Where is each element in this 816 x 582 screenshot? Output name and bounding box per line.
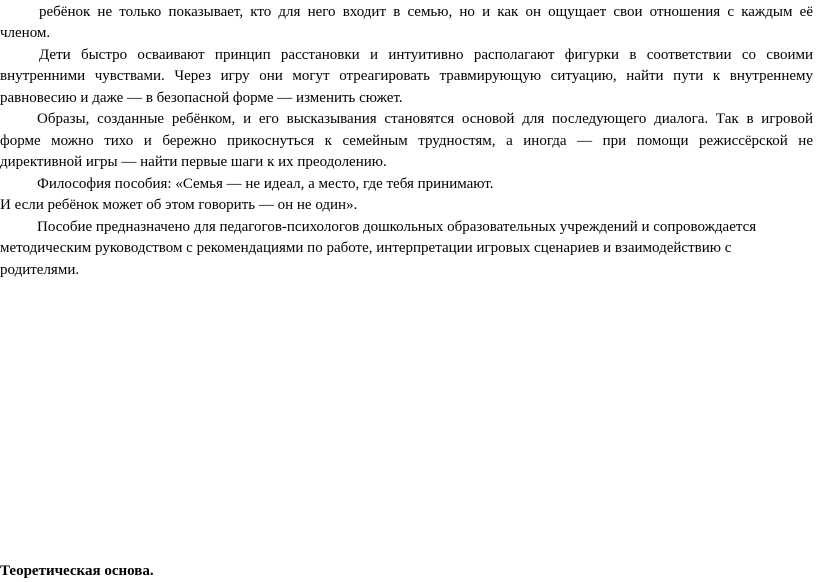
- paragraph-line: родителями.: [0, 262, 80, 278]
- paragraph-line: Пособие предназначено для педагогов-психологов дошкольных образовательных учреждений и сопровождается: [37, 219, 757, 235]
- section-heading: Теоретическая основа.: [0, 563, 154, 579]
- paragraph-line: методическим руководством с рекомендациями по работе, интерпретации игровых сценариев и взаимодействию с: [0, 240, 732, 256]
- paragraph-line: членом.: [0, 25, 51, 41]
- paragraph-line: И если ребёнок может об этом говорить — он не один».: [0, 197, 358, 213]
- paragraph-line: Философия пособия: «Семья — не идеал, а место, где тебя принимают.: [37, 176, 494, 192]
- paragraph-line: директивной игры — найти первые шаги к их преодолению.: [0, 154, 387, 170]
- paragraph-line: форме можно тихо и бережно прикоснуться к семейным трудностям, а иногда — при помощи режиссёрской не: [0, 133, 813, 149]
- paragraph-line: ребёнок не только показывает, кто для него входит в семью, но и как он ощущает свои отношения с каждым её: [39, 4, 813, 20]
- paragraph-line: Дети быстро осваивают принцип расстановки и интуитивно располагают фигурки в соответствии со своими: [39, 47, 813, 63]
- paragraph-line: внутренними чувствами. Через игру они могут отреагировать травмирующую ситуацию, найти пути к внутреннему: [0, 68, 813, 84]
- paragraph-line: Образы, созданные ребёнком, и его высказывания становятся основой для последующего диалога. Так в игровой: [37, 111, 813, 127]
- paragraph-line: равновесию и даже — в безопасной форме — изменить сюжет.: [0, 90, 403, 106]
